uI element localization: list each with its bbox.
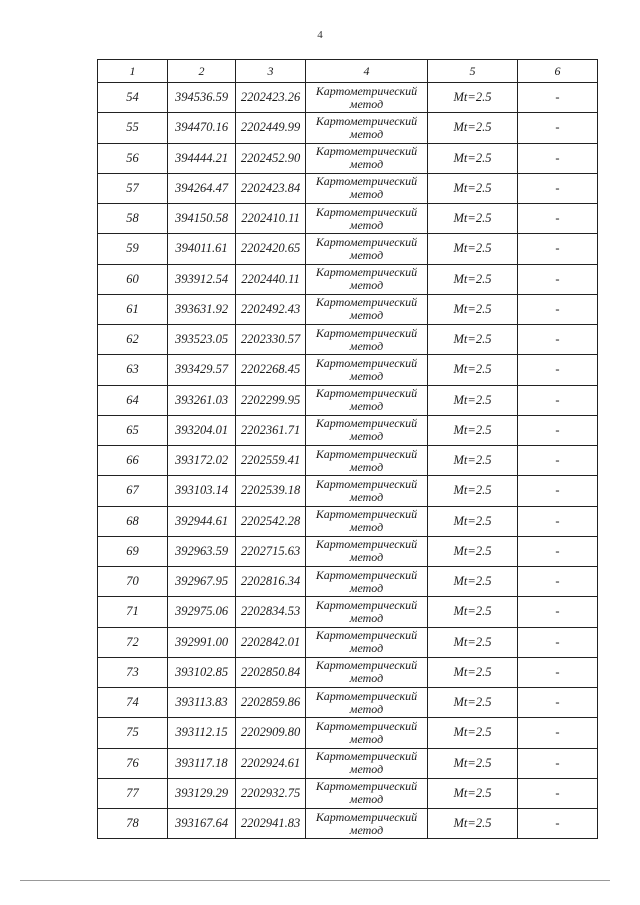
method-cell bbox=[306, 718, 428, 748]
method-line-1: Картометрический bbox=[315, 567, 418, 582]
method-cell bbox=[306, 204, 428, 234]
method-cell bbox=[306, 355, 428, 385]
method-line-2: метод bbox=[349, 368, 384, 383]
method-cell bbox=[306, 657, 428, 687]
point-number-cell: 60 bbox=[98, 264, 168, 294]
x-coordinate-cell: 393912.54 bbox=[168, 264, 236, 294]
note-cell: - bbox=[518, 355, 598, 385]
y-coordinate-cell: 2202268.45 bbox=[236, 355, 306, 385]
method-line-2: метод bbox=[349, 580, 384, 595]
table-row bbox=[98, 355, 598, 385]
note-cell: - bbox=[518, 234, 598, 264]
note-cell: - bbox=[518, 627, 598, 657]
y-coordinate-cell: 2202924.61 bbox=[236, 748, 306, 778]
note-cell: - bbox=[518, 83, 598, 113]
accuracy-cell: Mt=2.5 bbox=[428, 627, 518, 657]
accuracy-cell: Mt=2.5 bbox=[428, 113, 518, 143]
note-cell: - bbox=[518, 385, 598, 415]
table-row bbox=[98, 627, 598, 657]
x-coordinate-cell: 393631.92 bbox=[168, 294, 236, 324]
method-cell bbox=[306, 536, 428, 566]
header-col-3: 3 bbox=[236, 60, 306, 83]
accuracy-cell: Mt=2.5 bbox=[428, 476, 518, 506]
point-number-cell: 56 bbox=[98, 143, 168, 173]
accuracy-cell: Mt=2.5 bbox=[428, 778, 518, 808]
method-line-1: Картометрический bbox=[315, 507, 418, 522]
point-number-cell: 65 bbox=[98, 415, 168, 445]
method-line-1: Картометрический bbox=[315, 749, 418, 764]
y-coordinate-cell: 2202452.90 bbox=[236, 143, 306, 173]
method-line-1: Картометрический bbox=[315, 688, 418, 703]
method-cell bbox=[306, 83, 428, 113]
method-line-2: метод bbox=[349, 278, 384, 293]
accuracy-cell: Mt=2.5 bbox=[428, 173, 518, 203]
y-coordinate-cell: 2202932.75 bbox=[236, 778, 306, 808]
method-line-1: Картометрический bbox=[315, 144, 418, 159]
x-coordinate-cell: 394011.61 bbox=[168, 234, 236, 264]
point-number-cell: 69 bbox=[98, 536, 168, 566]
point-number-cell: 66 bbox=[98, 446, 168, 476]
table-header-row bbox=[98, 60, 598, 83]
point-number-cell: 77 bbox=[98, 778, 168, 808]
method-cell bbox=[306, 748, 428, 778]
method-cell bbox=[306, 778, 428, 808]
y-coordinate-cell: 2202299.95 bbox=[236, 385, 306, 415]
y-coordinate-cell: 2202410.11 bbox=[236, 204, 306, 234]
method-line-2: метод bbox=[349, 308, 384, 323]
method-cell bbox=[306, 627, 428, 657]
table-row bbox=[98, 778, 598, 808]
note-cell: - bbox=[518, 446, 598, 476]
accuracy-cell: Mt=2.5 bbox=[428, 415, 518, 445]
x-coordinate-cell: 394444.21 bbox=[168, 143, 236, 173]
method-line-1: Картометрический bbox=[315, 476, 418, 491]
y-coordinate-cell: 2202420.65 bbox=[236, 234, 306, 264]
method-line-2: метод bbox=[349, 550, 384, 565]
accuracy-cell: Mt=2.5 bbox=[428, 506, 518, 536]
y-coordinate-cell: 2202542.28 bbox=[236, 506, 306, 536]
table-row bbox=[98, 688, 598, 718]
method-line-1: Картометрический bbox=[315, 779, 418, 794]
note-cell: - bbox=[518, 536, 598, 566]
accuracy-cell: Mt=2.5 bbox=[428, 597, 518, 627]
method-line-2: метод bbox=[349, 822, 384, 837]
method-line-1: Картометрический bbox=[315, 113, 418, 128]
x-coordinate-cell: 392991.00 bbox=[168, 627, 236, 657]
x-coordinate-cell: 393129.29 bbox=[168, 778, 236, 808]
note-cell: - bbox=[518, 415, 598, 445]
footer-divider bbox=[20, 880, 610, 881]
table-row bbox=[98, 748, 598, 778]
table-row bbox=[98, 657, 598, 687]
accuracy-cell: Mt=2.5 bbox=[428, 294, 518, 324]
note-cell: - bbox=[518, 506, 598, 536]
y-coordinate-cell: 2202850.84 bbox=[236, 657, 306, 687]
table-row bbox=[98, 113, 598, 143]
x-coordinate-cell: 393204.01 bbox=[168, 415, 236, 445]
point-number-cell: 59 bbox=[98, 234, 168, 264]
note-cell: - bbox=[518, 657, 598, 687]
method-line-2: метод bbox=[349, 792, 384, 807]
table-row bbox=[98, 536, 598, 566]
accuracy-cell: Mt=2.5 bbox=[428, 657, 518, 687]
point-number-cell: 74 bbox=[98, 688, 168, 718]
method-line-1: Картометрический bbox=[315, 174, 418, 189]
table-row bbox=[98, 567, 598, 597]
x-coordinate-cell: 393523.05 bbox=[168, 325, 236, 355]
method-cell bbox=[306, 143, 428, 173]
method-cell bbox=[306, 234, 428, 264]
accuracy-cell: Mt=2.5 bbox=[428, 748, 518, 778]
accuracy-cell: Mt=2.5 bbox=[428, 234, 518, 264]
x-coordinate-cell: 392963.59 bbox=[168, 536, 236, 566]
accuracy-cell: Mt=2.5 bbox=[428, 688, 518, 718]
x-coordinate-cell: 392944.61 bbox=[168, 506, 236, 536]
method-line-1: Картометрический bbox=[315, 537, 418, 552]
x-coordinate-cell: 393112.15 bbox=[168, 718, 236, 748]
header-col-6: 6 bbox=[518, 60, 598, 83]
point-number-cell: 76 bbox=[98, 748, 168, 778]
x-coordinate-cell: 393167.64 bbox=[168, 809, 236, 839]
y-coordinate-cell: 2202423.26 bbox=[236, 83, 306, 113]
method-line-1: Картометрический bbox=[315, 446, 418, 461]
point-number-cell: 54 bbox=[98, 83, 168, 113]
table-row bbox=[98, 143, 598, 173]
table-row bbox=[98, 718, 598, 748]
method-cell bbox=[306, 264, 428, 294]
point-number-cell: 58 bbox=[98, 204, 168, 234]
y-coordinate-cell: 2202423.84 bbox=[236, 173, 306, 203]
x-coordinate-cell: 394536.59 bbox=[168, 83, 236, 113]
method-line-1: Картометрический bbox=[315, 325, 418, 340]
x-coordinate-cell: 393113.83 bbox=[168, 688, 236, 718]
accuracy-cell: Mt=2.5 bbox=[428, 355, 518, 385]
coordinates-table bbox=[97, 59, 598, 839]
x-coordinate-cell: 394470.16 bbox=[168, 113, 236, 143]
point-number-cell: 55 bbox=[98, 113, 168, 143]
y-coordinate-cell: 2202539.18 bbox=[236, 476, 306, 506]
method-line-1: Картометрический bbox=[315, 295, 418, 310]
table-row bbox=[98, 234, 598, 264]
table-row bbox=[98, 204, 598, 234]
method-line-2: метод bbox=[349, 96, 384, 111]
method-line-1: Картометрический bbox=[315, 416, 418, 431]
note-cell: - bbox=[518, 204, 598, 234]
method-line-2: метод bbox=[349, 157, 384, 172]
method-line-1: Картометрический bbox=[315, 355, 418, 370]
method-cell bbox=[306, 688, 428, 718]
method-line-2: метод bbox=[349, 247, 384, 262]
method-line-2: метод bbox=[349, 641, 384, 656]
method-line-2: метод bbox=[349, 520, 384, 535]
y-coordinate-cell: 2202834.53 bbox=[236, 597, 306, 627]
y-coordinate-cell: 2202816.34 bbox=[236, 567, 306, 597]
point-number-cell: 70 bbox=[98, 567, 168, 597]
table-row bbox=[98, 83, 598, 113]
x-coordinate-cell: 393103.14 bbox=[168, 476, 236, 506]
point-number-cell: 71 bbox=[98, 597, 168, 627]
note-cell: - bbox=[518, 476, 598, 506]
accuracy-cell: Mt=2.5 bbox=[428, 536, 518, 566]
method-line-2: метод bbox=[349, 187, 384, 202]
note-cell: - bbox=[518, 325, 598, 355]
note-cell: - bbox=[518, 113, 598, 143]
method-line-1: Картометрический bbox=[315, 718, 418, 733]
point-number-cell: 63 bbox=[98, 355, 168, 385]
y-coordinate-cell: 2202559.41 bbox=[236, 446, 306, 476]
method-cell bbox=[306, 385, 428, 415]
point-number-cell: 78 bbox=[98, 809, 168, 839]
header-col-5: 5 bbox=[428, 60, 518, 83]
method-cell bbox=[306, 446, 428, 476]
method-line-2: метод bbox=[349, 610, 384, 625]
accuracy-cell: Mt=2.5 bbox=[428, 264, 518, 294]
y-coordinate-cell: 2202859.86 bbox=[236, 688, 306, 718]
method-line-1: Картометрический bbox=[315, 386, 418, 401]
method-line-1: Картометрический bbox=[315, 809, 418, 824]
point-number-cell: 62 bbox=[98, 325, 168, 355]
point-number-cell: 73 bbox=[98, 657, 168, 687]
point-number-cell: 61 bbox=[98, 294, 168, 324]
x-coordinate-cell: 393172.02 bbox=[168, 446, 236, 476]
point-number-cell: 75 bbox=[98, 718, 168, 748]
table-row bbox=[98, 809, 598, 839]
page-number: 4 bbox=[317, 29, 323, 41]
point-number-cell: 57 bbox=[98, 173, 168, 203]
x-coordinate-cell: 392975.06 bbox=[168, 597, 236, 627]
method-cell bbox=[306, 113, 428, 143]
note-cell: - bbox=[518, 718, 598, 748]
table-row bbox=[98, 325, 598, 355]
method-cell bbox=[306, 597, 428, 627]
table-row bbox=[98, 264, 598, 294]
note-cell: - bbox=[518, 809, 598, 839]
x-coordinate-cell: 392967.95 bbox=[168, 567, 236, 597]
table-row bbox=[98, 385, 598, 415]
accuracy-cell: Mt=2.5 bbox=[428, 143, 518, 173]
accuracy-cell: Mt=2.5 bbox=[428, 204, 518, 234]
method-cell bbox=[306, 809, 428, 839]
point-number-cell: 64 bbox=[98, 385, 168, 415]
method-line-2: метод bbox=[349, 459, 384, 474]
y-coordinate-cell: 2202842.01 bbox=[236, 627, 306, 657]
note-cell: - bbox=[518, 143, 598, 173]
method-cell bbox=[306, 476, 428, 506]
note-cell: - bbox=[518, 173, 598, 203]
y-coordinate-cell: 2202909.80 bbox=[236, 718, 306, 748]
method-line-1: Картометрический bbox=[315, 83, 418, 98]
x-coordinate-cell: 393261.03 bbox=[168, 385, 236, 415]
x-coordinate-cell: 394264.47 bbox=[168, 173, 236, 203]
method-line-2: метод bbox=[349, 126, 384, 141]
method-cell bbox=[306, 173, 428, 203]
method-cell bbox=[306, 506, 428, 536]
method-cell bbox=[306, 325, 428, 355]
note-cell: - bbox=[518, 778, 598, 808]
accuracy-cell: Mt=2.5 bbox=[428, 385, 518, 415]
method-line-2: метод bbox=[349, 731, 384, 746]
method-line-2: метод bbox=[349, 399, 384, 414]
method-line-1: Картометрический bbox=[315, 628, 418, 643]
method-line-2: метод bbox=[349, 489, 384, 504]
accuracy-cell: Mt=2.5 bbox=[428, 325, 518, 355]
method-line-2: метод bbox=[349, 671, 384, 686]
x-coordinate-cell: 394150.58 bbox=[168, 204, 236, 234]
method-line-1: Картометрический bbox=[315, 204, 418, 219]
method-cell bbox=[306, 567, 428, 597]
method-cell bbox=[306, 294, 428, 324]
y-coordinate-cell: 2202941.83 bbox=[236, 809, 306, 839]
accuracy-cell: Mt=2.5 bbox=[428, 718, 518, 748]
method-line-2: метод bbox=[349, 338, 384, 353]
table-row bbox=[98, 597, 598, 627]
note-cell: - bbox=[518, 597, 598, 627]
note-cell: - bbox=[518, 688, 598, 718]
x-coordinate-cell: 393429.57 bbox=[168, 355, 236, 385]
table-row bbox=[98, 415, 598, 445]
note-cell: - bbox=[518, 264, 598, 294]
y-coordinate-cell: 2202449.99 bbox=[236, 113, 306, 143]
note-cell: - bbox=[518, 294, 598, 324]
header-col-2: 2 bbox=[168, 60, 236, 83]
accuracy-cell: Mt=2.5 bbox=[428, 83, 518, 113]
note-cell: - bbox=[518, 567, 598, 597]
y-coordinate-cell: 2202715.63 bbox=[236, 536, 306, 566]
x-coordinate-cell: 393117.18 bbox=[168, 748, 236, 778]
table-row bbox=[98, 294, 598, 324]
note-cell: - bbox=[518, 748, 598, 778]
method-cell bbox=[306, 415, 428, 445]
point-number-cell: 67 bbox=[98, 476, 168, 506]
y-coordinate-cell: 2202330.57 bbox=[236, 325, 306, 355]
table-row bbox=[98, 446, 598, 476]
method-line-1: Картометрический bbox=[315, 265, 418, 280]
accuracy-cell: Mt=2.5 bbox=[428, 567, 518, 597]
table-row bbox=[98, 173, 598, 203]
method-line-1: Картометрический bbox=[315, 234, 418, 249]
y-coordinate-cell: 2202361.71 bbox=[236, 415, 306, 445]
method-line-1: Картометрический bbox=[315, 658, 418, 673]
method-line-2: метод bbox=[349, 429, 384, 444]
point-number-cell: 72 bbox=[98, 627, 168, 657]
method-line-2: метод bbox=[349, 217, 384, 232]
accuracy-cell: Mt=2.5 bbox=[428, 809, 518, 839]
header-col-1: 1 bbox=[98, 60, 168, 83]
point-number-cell: 68 bbox=[98, 506, 168, 536]
x-coordinate-cell: 393102.85 bbox=[168, 657, 236, 687]
accuracy-cell: Mt=2.5 bbox=[428, 446, 518, 476]
method-line-2: метод bbox=[349, 762, 384, 777]
table-row bbox=[98, 476, 598, 506]
method-line-2: метод bbox=[349, 701, 384, 716]
y-coordinate-cell: 2202492.43 bbox=[236, 294, 306, 324]
y-coordinate-cell: 2202440.11 bbox=[236, 264, 306, 294]
table-row bbox=[98, 506, 598, 536]
header-col-4: 4 bbox=[306, 60, 428, 83]
method-line-1: Картометрический bbox=[315, 597, 418, 612]
